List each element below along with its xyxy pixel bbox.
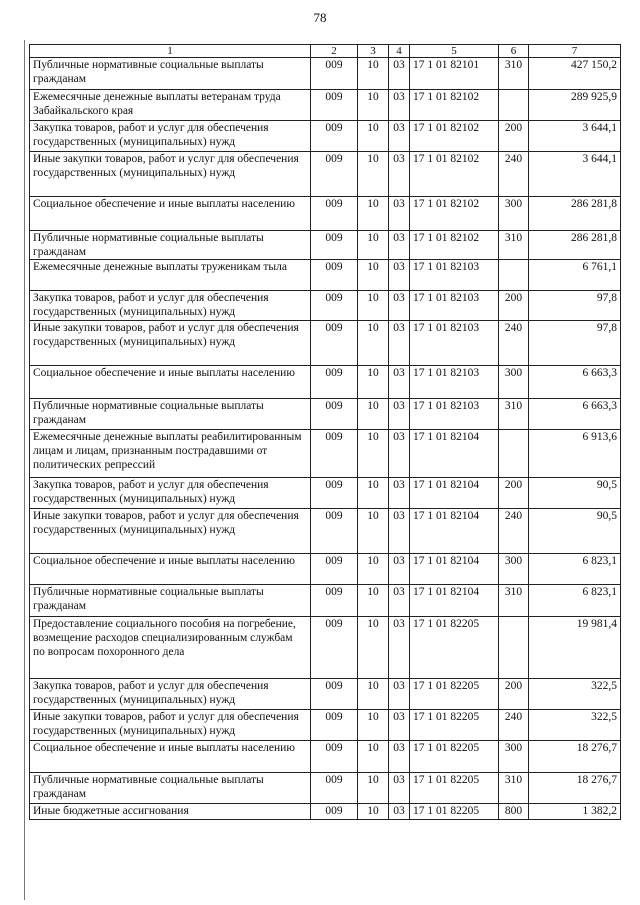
table-body <box>30 58 621 820</box>
row-subsection-code: 03 <box>389 291 410 321</box>
row-section-code: 10 <box>358 291 389 321</box>
row-section-code: 10 <box>358 260 389 291</box>
row-subsection-code: 03 <box>389 554 410 585</box>
row-amount: 18 276,7 <box>529 773 621 804</box>
row-grbs-code: 009 <box>311 152 358 197</box>
row-amount: 3 644,1 <box>529 152 621 197</box>
row-expense-type: 240 <box>499 710 529 741</box>
row-subsection-code: 03 <box>389 804 410 820</box>
row-section-code: 10 <box>358 554 389 585</box>
row-grbs-code: 009 <box>311 804 358 820</box>
row-expense-type <box>499 430 529 478</box>
table-row <box>30 90 621 121</box>
row-name: Социальное обеспечение и иные выплаты населению <box>30 366 311 399</box>
col-header-6: 6 <box>499 45 529 58</box>
table-row <box>30 121 621 152</box>
row-section-code: 10 <box>358 121 389 152</box>
col-header-4: 4 <box>389 45 410 58</box>
table-row <box>30 321 621 366</box>
row-section-code: 10 <box>358 90 389 121</box>
row-subsection-code: 03 <box>389 617 410 679</box>
row-amount: 90,5 <box>529 478 621 509</box>
row-grbs-code: 009 <box>311 399 358 430</box>
row-expense-type: 310 <box>499 231 529 260</box>
row-target-article: 17 1 01 82102 <box>410 197 499 231</box>
row-section-code: 10 <box>358 321 389 366</box>
row-amount: 286 281,8 <box>529 197 621 231</box>
row-amount: 6 663,3 <box>529 366 621 399</box>
row-section-code: 10 <box>358 231 389 260</box>
row-expense-type: 200 <box>499 478 529 509</box>
row-subsection-code: 03 <box>389 90 410 121</box>
row-name: Публичные нормативные социальные выплаты гражданам <box>30 399 311 430</box>
row-target-article: 17 1 01 82103 <box>410 399 499 430</box>
row-grbs-code: 009 <box>311 366 358 399</box>
row-grbs-code: 009 <box>311 773 358 804</box>
row-grbs-code: 009 <box>311 90 358 121</box>
left-margin-line <box>24 40 25 900</box>
table-row <box>30 231 621 260</box>
row-amount: 6 823,1 <box>529 554 621 585</box>
row-subsection-code: 03 <box>389 679 410 710</box>
row-expense-type: 200 <box>499 291 529 321</box>
row-amount: 90,5 <box>529 509 621 554</box>
row-section-code: 10 <box>358 804 389 820</box>
row-subsection-code: 03 <box>389 260 410 291</box>
row-name: Публичные нормативные социальные выплаты гражданам <box>30 58 311 90</box>
row-name: Иные закупки товаров, работ и услуг для обеспечения государственных (муниципальных) нужд <box>30 152 311 197</box>
table-row <box>30 617 621 679</box>
row-expense-type <box>499 260 529 291</box>
row-amount: 1 382,2 <box>529 804 621 820</box>
column-number-row <box>30 45 621 58</box>
row-target-article: 17 1 01 82205 <box>410 679 499 710</box>
row-subsection-code: 03 <box>389 366 410 399</box>
table-row <box>30 554 621 585</box>
row-name: Социальное обеспечение и иные выплаты населению <box>30 197 311 231</box>
row-expense-type <box>499 90 529 121</box>
row-subsection-code: 03 <box>389 231 410 260</box>
row-grbs-code: 009 <box>311 585 358 617</box>
row-target-article: 17 1 01 82103 <box>410 321 499 366</box>
row-expense-type: 240 <box>499 152 529 197</box>
table-row <box>30 197 621 231</box>
row-grbs-code: 009 <box>311 509 358 554</box>
row-amount: 3 644,1 <box>529 121 621 152</box>
row-name: Иные бюджетные ассигнования <box>30 804 311 820</box>
row-section-code: 10 <box>358 773 389 804</box>
table-row <box>30 366 621 399</box>
row-target-article: 17 1 01 82103 <box>410 291 499 321</box>
row-section-code: 10 <box>358 585 389 617</box>
col-header-2: 2 <box>311 45 358 58</box>
row-grbs-code: 009 <box>311 617 358 679</box>
row-name: Предоставление социального пособия на погребение, возмещение расходов специализированным службам по вопросам похоронного дела <box>30 617 311 679</box>
row-expense-type: 200 <box>499 121 529 152</box>
row-name: Закупка товаров, работ и услуг для обеспечения государственных (муниципальных) нужд <box>30 291 311 321</box>
row-grbs-code: 009 <box>311 291 358 321</box>
row-target-article: 17 1 01 82104 <box>410 430 499 478</box>
row-name: Публичные нормативные социальные выплаты гражданам <box>30 231 311 260</box>
row-target-article: 17 1 01 82104 <box>410 478 499 509</box>
row-grbs-code: 009 <box>311 260 358 291</box>
row-subsection-code: 03 <box>389 430 410 478</box>
table-row <box>30 58 621 90</box>
row-amount: 18 276,7 <box>529 741 621 773</box>
row-subsection-code: 03 <box>389 710 410 741</box>
row-target-article: 17 1 01 82104 <box>410 509 499 554</box>
row-name: Закупка товаров, работ и услуг для обеспечения государственных (муниципальных) нужд <box>30 478 311 509</box>
row-grbs-code: 009 <box>311 710 358 741</box>
row-section-code: 10 <box>358 509 389 554</box>
table-row <box>30 430 621 478</box>
row-grbs-code: 009 <box>311 197 358 231</box>
row-name: Ежемесячные денежные выплаты труженикам тыла <box>30 260 311 291</box>
row-subsection-code: 03 <box>389 478 410 509</box>
row-name: Иные закупки товаров, работ и услуг для обеспечения государственных (муниципальных) нужд <box>30 321 311 366</box>
table-row <box>30 291 621 321</box>
row-grbs-code: 009 <box>311 430 358 478</box>
table-row <box>30 478 621 509</box>
row-expense-type <box>499 617 529 679</box>
row-expense-type: 800 <box>499 804 529 820</box>
row-target-article: 17 1 01 82205 <box>410 804 499 820</box>
table-row <box>30 260 621 291</box>
row-subsection-code: 03 <box>389 152 410 197</box>
row-target-article: 17 1 01 82103 <box>410 366 499 399</box>
row-name: Публичные нормативные социальные выплаты гражданам <box>30 773 311 804</box>
row-subsection-code: 03 <box>389 509 410 554</box>
row-grbs-code: 009 <box>311 741 358 773</box>
row-amount: 6 913,6 <box>529 430 621 478</box>
table-row <box>30 741 621 773</box>
table-row <box>30 152 621 197</box>
row-grbs-code: 009 <box>311 554 358 585</box>
row-subsection-code: 03 <box>389 58 410 90</box>
row-grbs-code: 009 <box>311 478 358 509</box>
row-subsection-code: 03 <box>389 121 410 152</box>
row-subsection-code: 03 <box>389 585 410 617</box>
row-name: Ежемесячные денежные выплаты реабилитированным лицам и лицам, признанным пострадавшими от политических репрессий <box>30 430 311 478</box>
row-grbs-code: 009 <box>311 58 358 90</box>
row-target-article: 17 1 01 82205 <box>410 773 499 804</box>
row-expense-type: 300 <box>499 197 529 231</box>
row-expense-type: 300 <box>499 554 529 585</box>
row-expense-type: 310 <box>499 58 529 90</box>
table-row <box>30 710 621 741</box>
row-section-code: 10 <box>358 741 389 773</box>
row-target-article: 17 1 01 82205 <box>410 741 499 773</box>
row-grbs-code: 009 <box>311 121 358 152</box>
row-name: Закупка товаров, работ и услуг для обеспечения государственных (муниципальных) нужд <box>30 121 311 152</box>
row-name: Ежемесячные денежные выплаты ветеранам труда Забайкальского края <box>30 90 311 121</box>
row-grbs-code: 009 <box>311 679 358 710</box>
row-amount: 289 925,9 <box>529 90 621 121</box>
row-expense-type: 240 <box>499 509 529 554</box>
col-header-1: 1 <box>30 45 311 58</box>
row-expense-type: 310 <box>499 585 529 617</box>
row-name: Социальное обеспечение и иные выплаты населению <box>30 554 311 585</box>
row-target-article: 17 1 01 82104 <box>410 554 499 585</box>
row-name: Иные закупки товаров, работ и услуг для обеспечения государственных (муниципальных) нужд <box>30 509 311 554</box>
row-target-article: 17 1 01 82101 <box>410 58 499 90</box>
row-amount: 97,8 <box>529 321 621 366</box>
row-target-article: 17 1 01 82102 <box>410 90 499 121</box>
row-target-article: 17 1 01 82205 <box>410 710 499 741</box>
row-section-code: 10 <box>358 366 389 399</box>
row-section-code: 10 <box>358 399 389 430</box>
row-target-article: 17 1 01 82102 <box>410 152 499 197</box>
row-subsection-code: 03 <box>389 321 410 366</box>
row-section-code: 10 <box>358 478 389 509</box>
row-expense-type: 300 <box>499 366 529 399</box>
table-row <box>30 804 621 820</box>
row-amount: 6 761,1 <box>529 260 621 291</box>
row-target-article: 17 1 01 82104 <box>410 585 499 617</box>
row-expense-type: 240 <box>499 321 529 366</box>
row-amount: 322,5 <box>529 679 621 710</box>
page-number: 78 <box>313 10 327 25</box>
row-section-code: 10 <box>358 197 389 231</box>
row-section-code: 10 <box>358 430 389 478</box>
row-section-code: 10 <box>358 679 389 710</box>
col-header-3: 3 <box>358 45 389 58</box>
row-subsection-code: 03 <box>389 399 410 430</box>
row-name: Закупка товаров, работ и услуг для обеспечения государственных (муниципальных) нужд <box>30 679 311 710</box>
row-amount: 286 281,8 <box>529 231 621 260</box>
row-name: Публичные нормативные социальные выплаты гражданам <box>30 585 311 617</box>
row-target-article: 17 1 01 82102 <box>410 231 499 260</box>
row-section-code: 10 <box>358 58 389 90</box>
row-expense-type: 310 <box>499 773 529 804</box>
row-expense-type: 300 <box>499 741 529 773</box>
table-row <box>30 773 621 804</box>
table-row <box>30 679 621 710</box>
row-section-code: 10 <box>358 152 389 197</box>
row-amount: 19 981,4 <box>529 617 621 679</box>
row-expense-type: 200 <box>499 679 529 710</box>
col-header-5: 5 <box>410 45 499 58</box>
row-subsection-code: 03 <box>389 773 410 804</box>
row-subsection-code: 03 <box>389 741 410 773</box>
budget-table <box>29 44 621 820</box>
row-subsection-code: 03 <box>389 197 410 231</box>
row-expense-type: 310 <box>499 399 529 430</box>
row-amount: 6 823,1 <box>529 585 621 617</box>
row-amount: 322,5 <box>529 710 621 741</box>
row-amount: 6 663,3 <box>529 399 621 430</box>
table-row <box>30 585 621 617</box>
row-section-code: 10 <box>358 617 389 679</box>
row-grbs-code: 009 <box>311 321 358 366</box>
row-target-article: 17 1 01 82102 <box>410 121 499 152</box>
row-target-article: 17 1 01 82205 <box>410 617 499 679</box>
row-section-code: 10 <box>358 710 389 741</box>
row-amount: 97,8 <box>529 291 621 321</box>
row-target-article: 17 1 01 82103 <box>410 260 499 291</box>
table-row <box>30 399 621 430</box>
row-name: Иные закупки товаров, работ и услуг для обеспечения государственных (муниципальных) нужд <box>30 710 311 741</box>
col-header-7: 7 <box>529 45 621 58</box>
row-name: Социальное обеспечение и иные выплаты населению <box>30 741 311 773</box>
row-amount: 427 150,2 <box>529 58 621 90</box>
row-grbs-code: 009 <box>311 231 358 260</box>
table-row <box>30 509 621 554</box>
